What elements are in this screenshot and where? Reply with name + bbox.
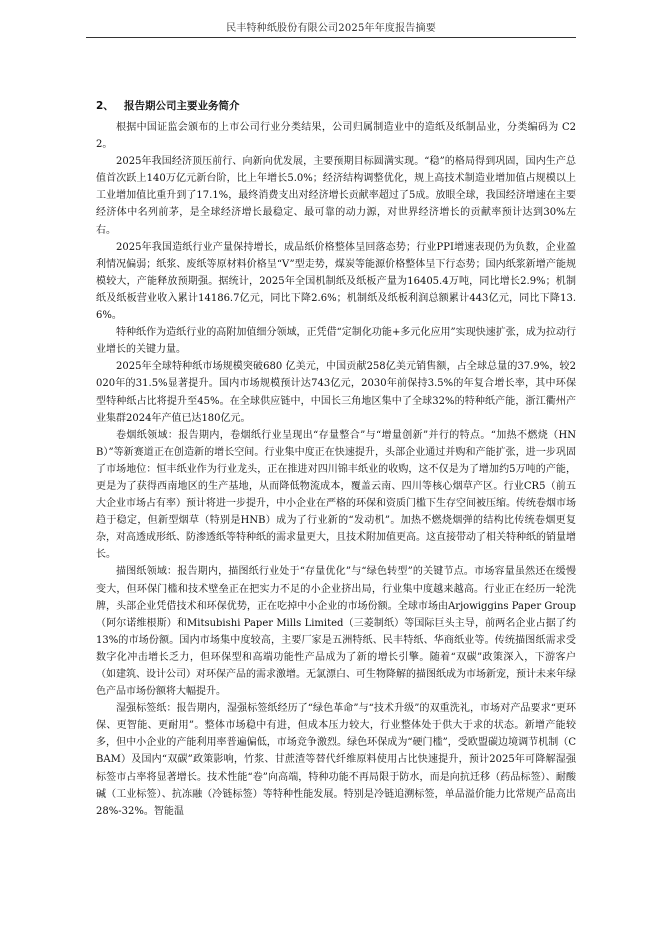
paragraph-paper-industry: 2025年我国造纸行业产量保持增长，成品纸价格整体呈回落态势；行业PPI增速表现仍为负数，企业盈利情况偏弱；纸浆、废纸等原材料价格呈“V”型走势，煤炭等能源价格整体呈下行态势；国内纸浆新增产能规模较大，产能释放预期强。据统计，2025年全国机制纸及纸板产量为16405.4万吨，同比增长2.9%；机制纸及纸板营业收入累计14186.7亿元，同比下降2.6%；机制纸及纸板利润总额累计443亿元，同比下降13.6%。 [96,241,576,322]
section-number: 2、 [96,100,114,112]
paragraph-tracing-paper: 描图纸领域：报告期内，描图纸行业处于“存量优化”与“绿色转型”的关键节点。市场容量虽然还在缓慢变大，但环保门槛和技术壁垒正在把实力不足的小企业挤出局，行业集中度越来越高。行业正在经历一轮洗牌，头部企业凭借技术和环保优势，正在吃掉中小企业的市场份额。全球市场由Arjowiggins Paper Group（阿尔诺维根斯）和Mitsubishi Paper Mills Limited（三菱制纸）等国际巨头主导，前两名企业占据了约13%的市场份额。国内市场集中度较高，主要厂家是五洲特纸、民丰特纸、华商纸业等。传统描图纸需求受数字化冲击增长乏力，但环保型和高端功能性产品成为了新的增长引擎。随着“双碳”政策深入，下游客户（如建筑、设计公司）对环保产品的需求激增。无氯漂白、可生物降解的描图纸成为市场新宠，预计未来年绿色产品市场份额将大幅提升。 [96,566,576,698]
section-heading [96,98,576,113]
section-title: 报告期公司主要业务简介 [124,100,240,112]
paragraph-cigarette-paper: 卷烟纸领域：报告期内，卷烟纸行业呈现出“存量整合”与“增量创新”并行的特点。“加热不燃烧（HNB）”等新赛道正在创造新的增长空间。行业集中度正在快速提升，头部企业通过并购和产能扩张，进一步巩固了市场地位：恒丰纸业作为行业龙头，正在推进对四川锦丰纸业的收购，这不仅是为了增加约5万吨的产能，更是为了获得西南地区的生产基地，从而降低物流成本，覆盖云南、四川等核心烟草产区。行业CR5（前五大企业市场占有率）预计将进一步提升，中小企业在严格的环保和资质门槛下生存空间被压缩。传统卷烟市场趋于稳定，但新型烟草（特别是HNB）成为了行业新的“发动机”。加热不燃烧烟弹的结构比传统卷烟更复杂，对高透成形纸、防渗透纸等特种纸的需求量更大，且技术附加值更高。这直接带动了相关特种纸的销量增长。 [96,429,576,561]
paragraph-global-market: 2025年全球特种纸市场规模突破680 亿美元，中国贡献258亿美元销售额，占全球总量的37.9%，较2020年的31.5%显著提升。国内市场规模预计达743亿元，2030年前保持3.5%的年复合增长率，其中环保型特种纸占比将提升至45%。在全球供应链中，中国长三角地区集中了全球32%的特种纸产能，浙江衢州产业集群2024年产值已达180亿元。 [96,361,576,424]
paragraph-specialty-paper: 特种纸作为造纸行业的高附加值细分领域，正凭借“定制化功能+多元化应用”实现快速扩张，成为拉动行业增长的关键力量。 [96,327,576,356]
page-header: 民丰特种纸股份有限公司2025年年度报告摘要 [226,23,436,34]
paragraph-wet-strength-label: 湿强标签纸：报告期内，湿强标签纸经历了“绿色革命”与“技术升级”的双重洗礼，市场对产品要求“更环保、更智能、更耐用”。整体市场稳中有进，但成本压力较大，行业整体处于供大于求的状态。新增产能较多，但中小企业的产能利用率普遍偏低，市场竞争激烈。绿色环保成为“硬门槛”，受欧盟碳边境调节机制（CBAM）及国内“双碳”政策影响，竹浆、甘蔗渣等替代纤维原料使用占比快速提升，预计2025年可降解湿强标签市占率将显著增长。技术性能“卷”向高端，特种功能不再局限于防水，而是向抗迁移（药品标签）、耐酸碱（工业标签）、抗冻融（冷链标签）等特种性能发展。特别是冷链追溯标签，单品溢价能力比常规产品高出28%-32%。智能温 [96,703,576,817]
paragraph-industry-classification: 根据中国证监会颁布的上市公司行业分类结果，公司归属制造业中的造纸及纸制品业，分类编码为 C22。 [96,122,576,151]
header-divider [86,37,576,38]
document-body [96,98,576,820]
paragraph-macro-economy: 2025年我国经济顶压前行、向新向优发展，主要预期目标圆满实现。“稳”的格局得到巩固，国内生产总值首次跃上140万亿元新台阶，比上年增长5.0%；经济结构调整优化，规上高技术制造业增加值占规模以上工业增加值比重升到了17.1%，最终消费支出对经济增长贡献率超过了5成。放眼全球，我国经济增速在主要经济体中名列前茅，是全球经济增长最稳定、最可靠的动力源，对世界经济增长的贡献率预计达到30%左右。 [96,156,576,236]
